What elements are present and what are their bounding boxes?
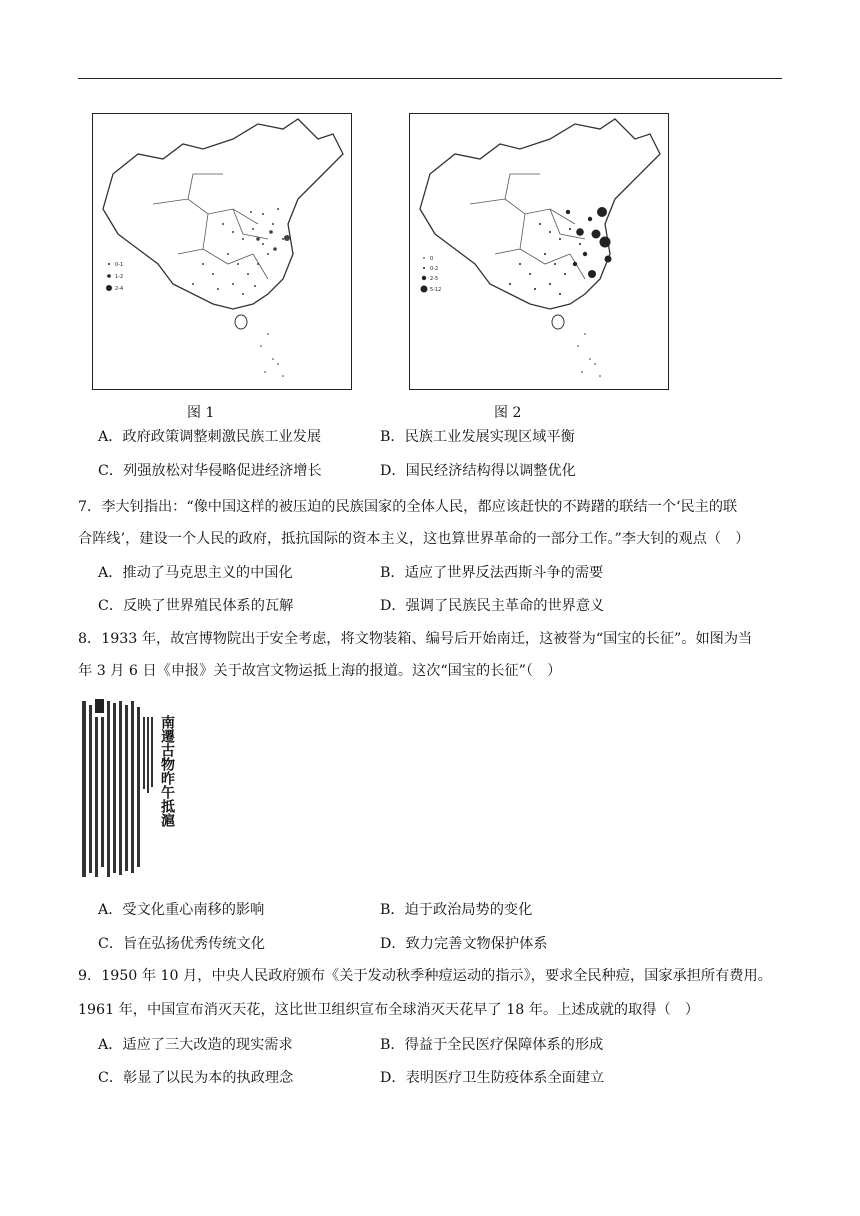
q7-option-c: C．反映了世界殖民体系的瓦解 bbox=[98, 598, 294, 614]
header-rule bbox=[78, 78, 782, 79]
q7-stem-line-2: 合阵线’，建设一个人民的政府，抵抗国际的资本主义，这也算世界革命的一部分工作。”李大钊的观点（ ） bbox=[78, 531, 750, 547]
svg-text:5-12: 5-12 bbox=[430, 287, 442, 293]
svg-text:0: 0 bbox=[430, 256, 434, 262]
q8-stem-line-1: 8．1933 年，故宫博物院出于安全考虑，将文物装箱、编号后开始南迁，这被誉为“国宝的长征”。如图为当 bbox=[78, 631, 753, 647]
newspaper-text-columns bbox=[80, 697, 176, 885]
china-map-2 bbox=[410, 114, 668, 389]
q9-stem-line-1: 9．1950 年 10 月，中央人民政府颁布《关于发动秋季种痘运动的指示》，要求全民种痘，国家承担所有费用。 bbox=[78, 968, 772, 984]
q7-option-b: B．适应了世界反法西斯斗争的需要 bbox=[380, 565, 604, 581]
q9-stem-line-2: 1961 年，中国宣布消灭天花，这比世卫组织宣布全球消灭天花早了 18 年。上述成就的取得（ ） bbox=[78, 1002, 700, 1018]
map2-islands bbox=[577, 333, 601, 377]
q8-option-d: D．致力完善文物保护体系 bbox=[380, 936, 548, 952]
svg-text:1-2: 1-2 bbox=[115, 274, 124, 280]
q9-option-b: B．得益于全民医疗保障体系的形成 bbox=[380, 1037, 604, 1053]
map1-legend bbox=[106, 262, 123, 292]
q6-option-c: C．列强放松对华侵略促进经济增长 bbox=[98, 463, 322, 479]
q6-option-b: B．民族工业发展实现区域平衡 bbox=[380, 429, 575, 445]
china-map-1 bbox=[93, 114, 351, 389]
q6-option-a: A．政府政策调整刺激民族工业发展 bbox=[98, 429, 322, 445]
q7-stem-line-1: 7．李大钊指出：“像中国这样的被压迫的民族国家的全体人民，都应该赶快的不踌躇的联结一个‘民主的联 bbox=[78, 499, 738, 515]
q9-option-c: C．彰显了以民为本的执政理念 bbox=[98, 1070, 294, 1086]
q8-option-b: B．迫于政治局势的变化 bbox=[380, 902, 533, 918]
svg-text:2-4: 2-4 bbox=[115, 286, 124, 292]
map-figure-1 bbox=[92, 113, 352, 390]
q7-option-a: A．推动了马克思主义的中国化 bbox=[98, 565, 293, 581]
q8-option-c: C．旨在弘扬优秀传统文化 bbox=[98, 936, 265, 952]
q9-option-d: D．表明医疗卫生防疫体系全面建立 bbox=[380, 1070, 605, 1086]
q7-option-d: D．强调了民族民主革命的世界意义 bbox=[380, 598, 605, 614]
figure-1-caption: 图 1 bbox=[187, 405, 215, 421]
q9-option-a: A．适应了三大改造的现实需求 bbox=[98, 1037, 293, 1053]
q6-option-d: D．国民经济结构得以调整优化 bbox=[380, 463, 576, 479]
newspaper-clipping bbox=[80, 697, 176, 885]
svg-text:0-1: 0-1 bbox=[115, 262, 124, 268]
map-figure-2 bbox=[409, 113, 669, 390]
map1-islands bbox=[260, 333, 284, 377]
newspaper-headline: 南遷古物昨午抵滬 bbox=[159, 715, 175, 827]
svg-text:2-5: 2-5 bbox=[430, 276, 439, 282]
figure-2-caption: 图 2 bbox=[494, 405, 522, 421]
q8-stem-line-2: 年 3 月 6 日《申报》关于故宫文物运抵上海的报道。这次“国宝的长征”（ ） bbox=[78, 663, 562, 679]
q8-option-a: A．受文化重心南移的影响 bbox=[98, 902, 265, 918]
svg-text:0-2: 0-2 bbox=[430, 266, 439, 272]
map2-legend bbox=[421, 256, 442, 293]
